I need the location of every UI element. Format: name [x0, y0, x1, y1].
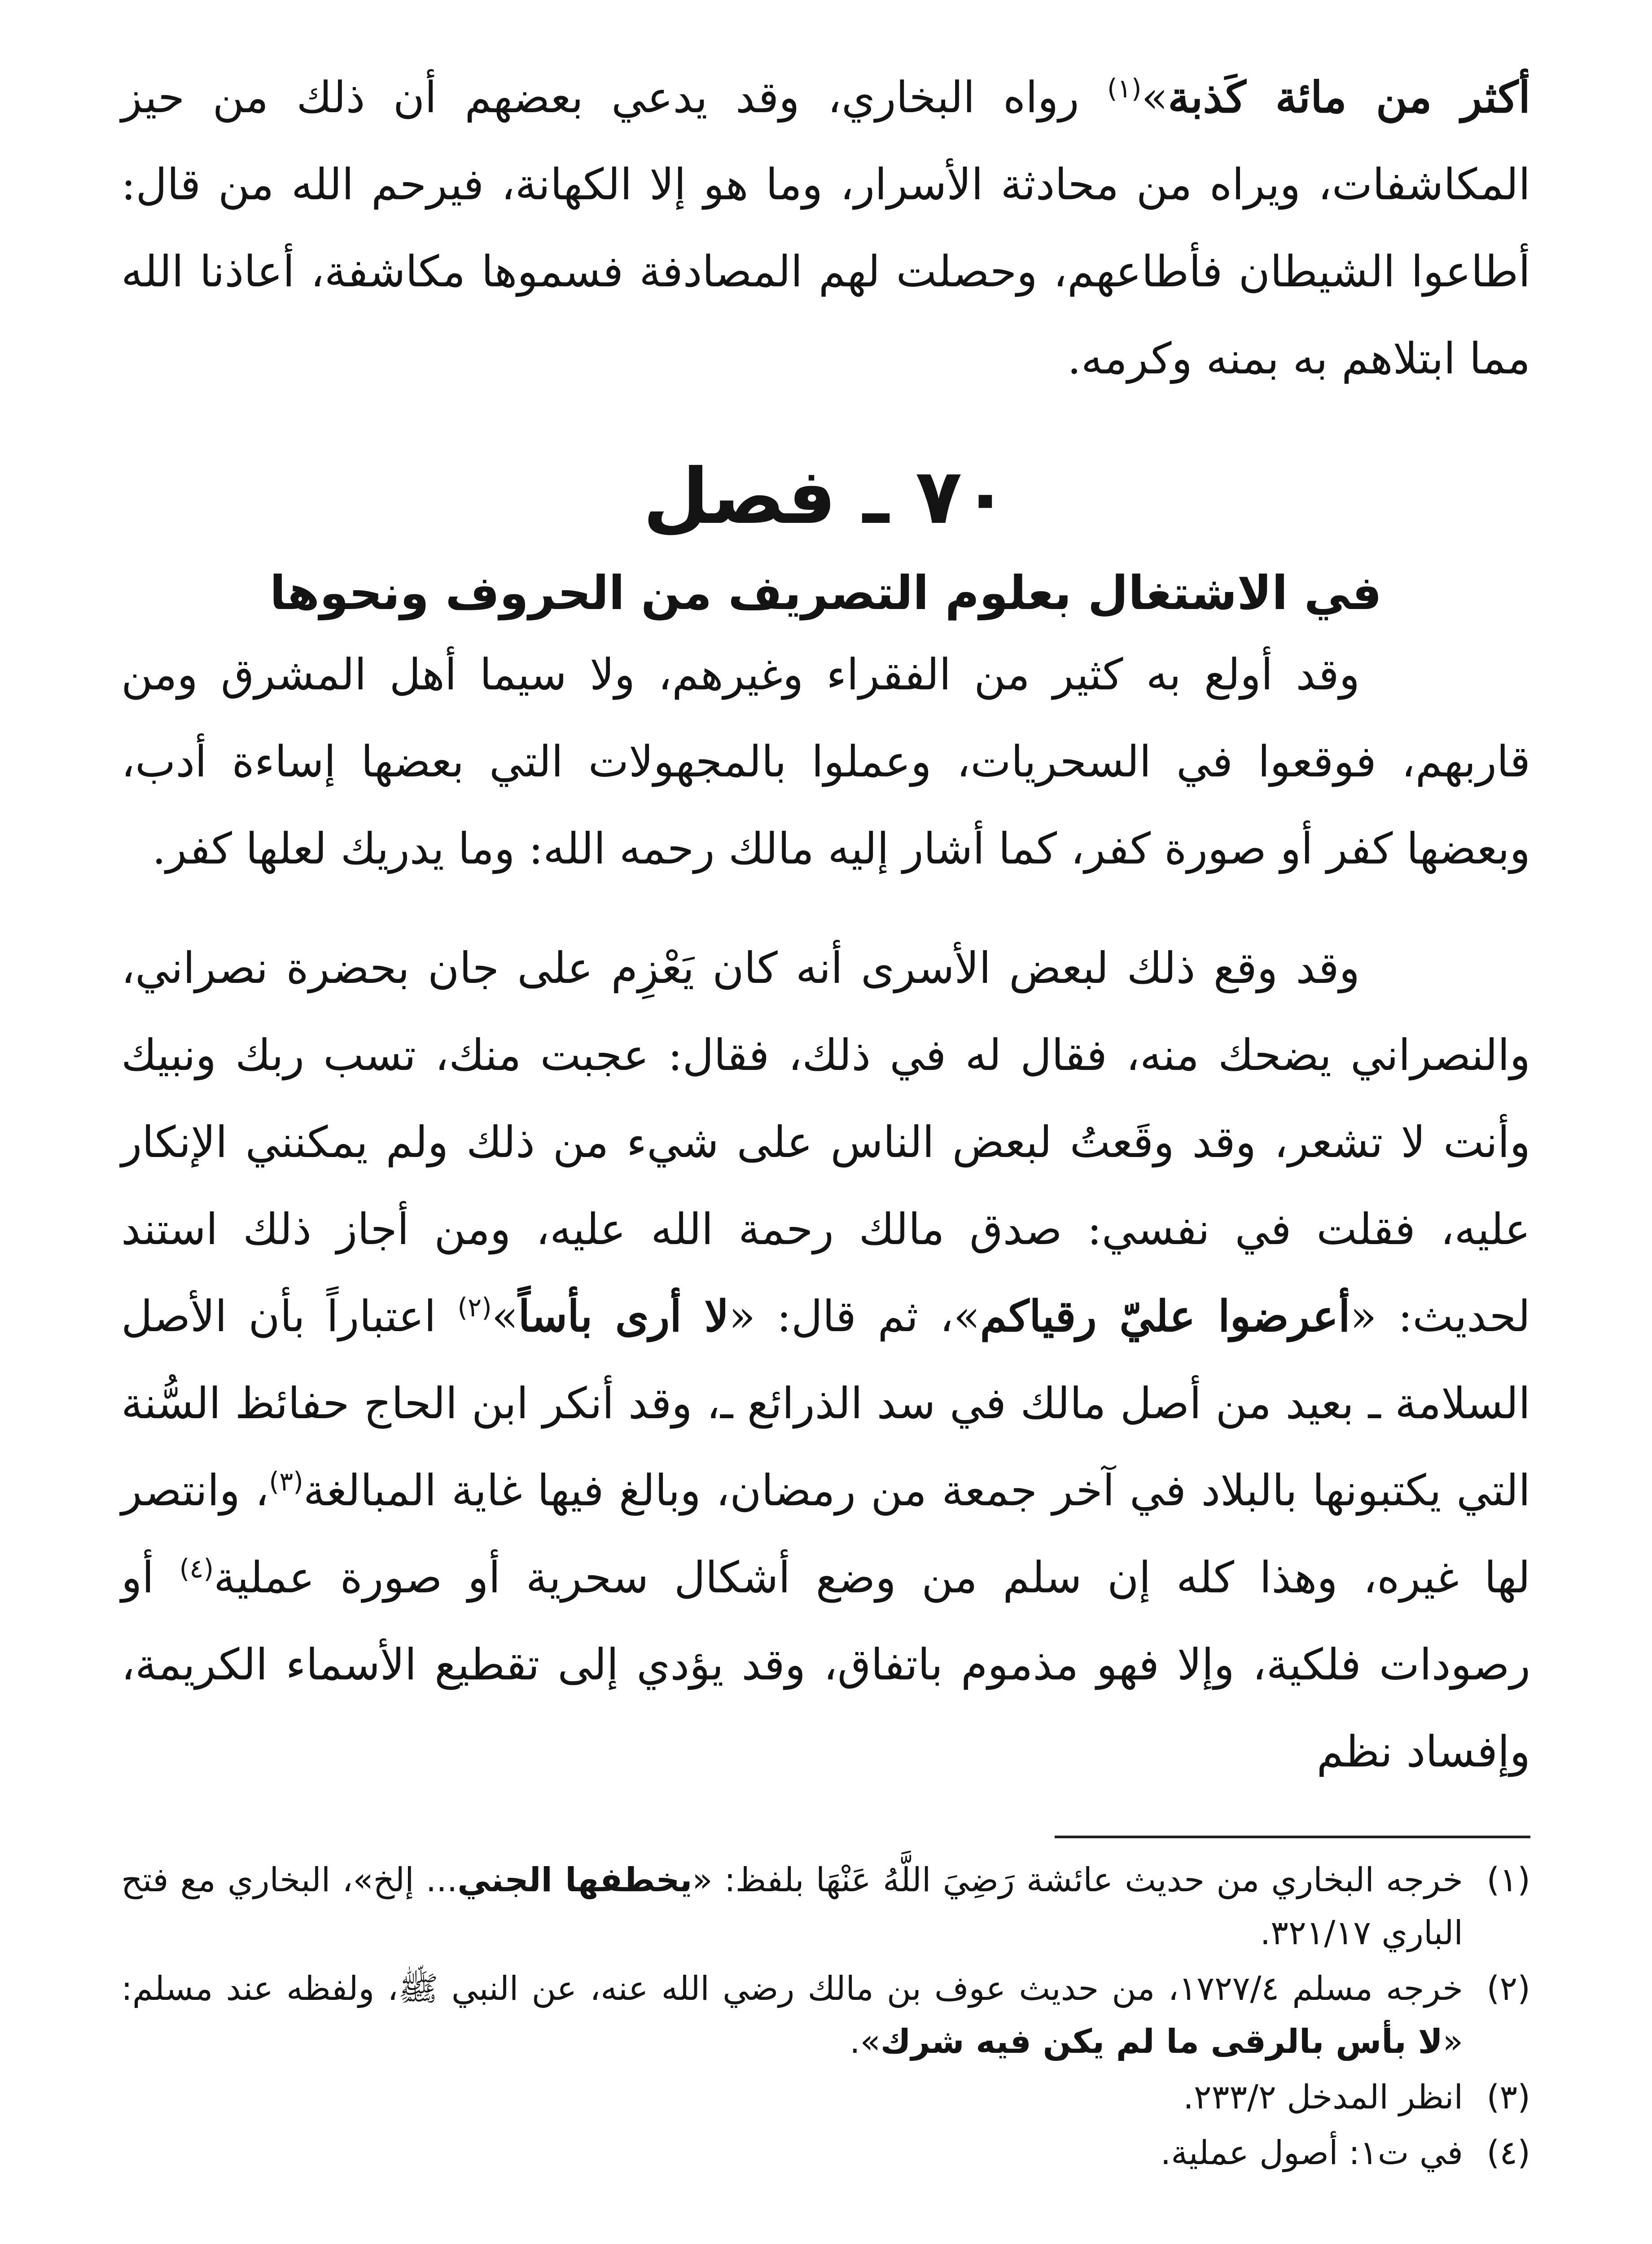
paragraph-sorcery: وقد أولع به كثير من الفقراء وغيرهم، ولا سيما أهل المشرق ومن قاربهم، فوقعوا في السحريات، وعملوا بالمجهولات التي بعضها إساءة أدب، وبعضها كفر أو صورة كفر، كما أشار إليه مالك رحمه الله: وما يدريك لعلها كفر.	[121, 649, 1531, 874]
footnote-item	[121, 2126, 1530, 2179]
footnote-bold-text: لا بأس بالرقى ما لم يكن فيه شرك	[880, 2022, 1443, 2061]
footnote-ref-3: (٣)	[269, 1466, 303, 1497]
footnote-text: انظر المدخل ٢٣٣/٢.	[1183, 2078, 1463, 2117]
paragraph-text: أو رصودات فلكية، وإلا فهو مذموم باتفاق، وقد يؤدي إلى تقطيع الأسماء الكريمة، وإفساد نظم	[121, 1552, 1531, 1777]
footnote-ref-4: (٤)	[179, 1553, 214, 1584]
footnote-text-part: خرجه مسلم ١٧٢٧/٤، من حديث عوف بن مالك رضي الله عنه، عن النبي ﷺ، ولفظه عند مسلم: «	[121, 1969, 1464, 2061]
bold-quote-text: أكثر من مائة كَذبة	[1168, 72, 1531, 123]
paragraph-text: »، ثم قال: «	[729, 1291, 980, 1341]
quote-close: »	[1141, 72, 1168, 123]
footnote-item	[121, 1854, 1530, 1959]
chapter-subtitle: في الاشتغال بعلوم التصريف من الحروف ونحوها	[269, 565, 1382, 620]
footnote-text-part: ».	[850, 2022, 881, 2061]
paragraph-text: وقد وقع ذلك لبعض الأسرى أنه كان يَعْزِم على جان بحضرة نصراني، والنصراني يضحك منه، فقال له في ذلك، فقال: عجبت منك، تسب ربك ونبيك وأنت لا تشعر، وقد وقَعتُ لبعض الناس على شيء من ذلك ولم يمكنني الإنكار عليه، فقلت في نفسي: صدق مالك رحمة الله عليه، ومن أجاز ذلك استند لحديث: «	[121, 943, 1531, 1341]
footnote-bold-text: يخطفها الجني	[457, 1861, 692, 1899]
footnotes	[121, 1854, 1530, 2182]
footnote-number: (٢)	[1486, 1969, 1530, 2008]
footnote-ref-1: (١)	[1107, 73, 1142, 104]
footnote-number: (١)	[1486, 1861, 1530, 1899]
bold-hadith-text: لا أرى بأساً	[518, 1291, 729, 1341]
paragraph-captive-story	[121, 925, 1530, 1795]
chapter-heading: ٧٠ ـ فصل	[643, 452, 1009, 541]
footnote-text-part: خرجه البخاري من حديث عائشة رَضِيَ اللَّهُ عَنْهَا بلفظ: «	[692, 1861, 1464, 1899]
book-page	[121, 54, 1530, 2244]
bold-hadith-text: أعرضوا عليّ رقياكم	[980, 1291, 1350, 1341]
footnote-number: (٣)	[1486, 2078, 1530, 2117]
footnote-text: في ت١: أصول عملية.	[1160, 2134, 1463, 2172]
paragraph-text: رواه البخاري، وقد يدعي بعضهم أن ذلك من حيز المكاشفات، ويراه من محادثة الأسرار، وما هو إلا الكهانة، فيرحم الله من قال: أطاعوا الشيطان فأطاعهم، وحصلت لهم المصادفة فسموها مكاشفة، أعاذنا الله مما ابتلاهم به بمنه وكرمه.	[121, 72, 1530, 384]
footnote-text-part: ... إلخ»، البخاري مع فتح الباري ٣٢١/١٧.	[121, 1861, 1463, 1952]
footnote-number: (٤)	[1486, 2134, 1530, 2172]
paragraph-continuation	[121, 54, 1530, 402]
footnote-text	[121, 1854, 1463, 1959]
footnote-text	[121, 1962, 1463, 2068]
paragraph-text: ، وانتصر لها غيره، وهذا كله إن سلم من وضع أشكال سحرية أو صورة عملية	[121, 1465, 1530, 1603]
footnote-divider	[1055, 1836, 1530, 1838]
footnote-item	[121, 1962, 1530, 2068]
paragraph-text: »	[491, 1291, 518, 1341]
footnote-item	[121, 2071, 1530, 2124]
footnote-ref-2: (٢)	[457, 1292, 492, 1323]
paragraph-text: اعتباراً بأن الأصل السلامة ـ بعيد من أصل مالك في سد الذرائع ـ، وقد أنكر ابن الحاج حفائظ السُّنة التي يكتبونها بالبلاد في آخر جمعة من رمضان، وبالغ فيها غاية المبالغة	[121, 1291, 1531, 1516]
paragraph-spacer	[121, 892, 1530, 925]
